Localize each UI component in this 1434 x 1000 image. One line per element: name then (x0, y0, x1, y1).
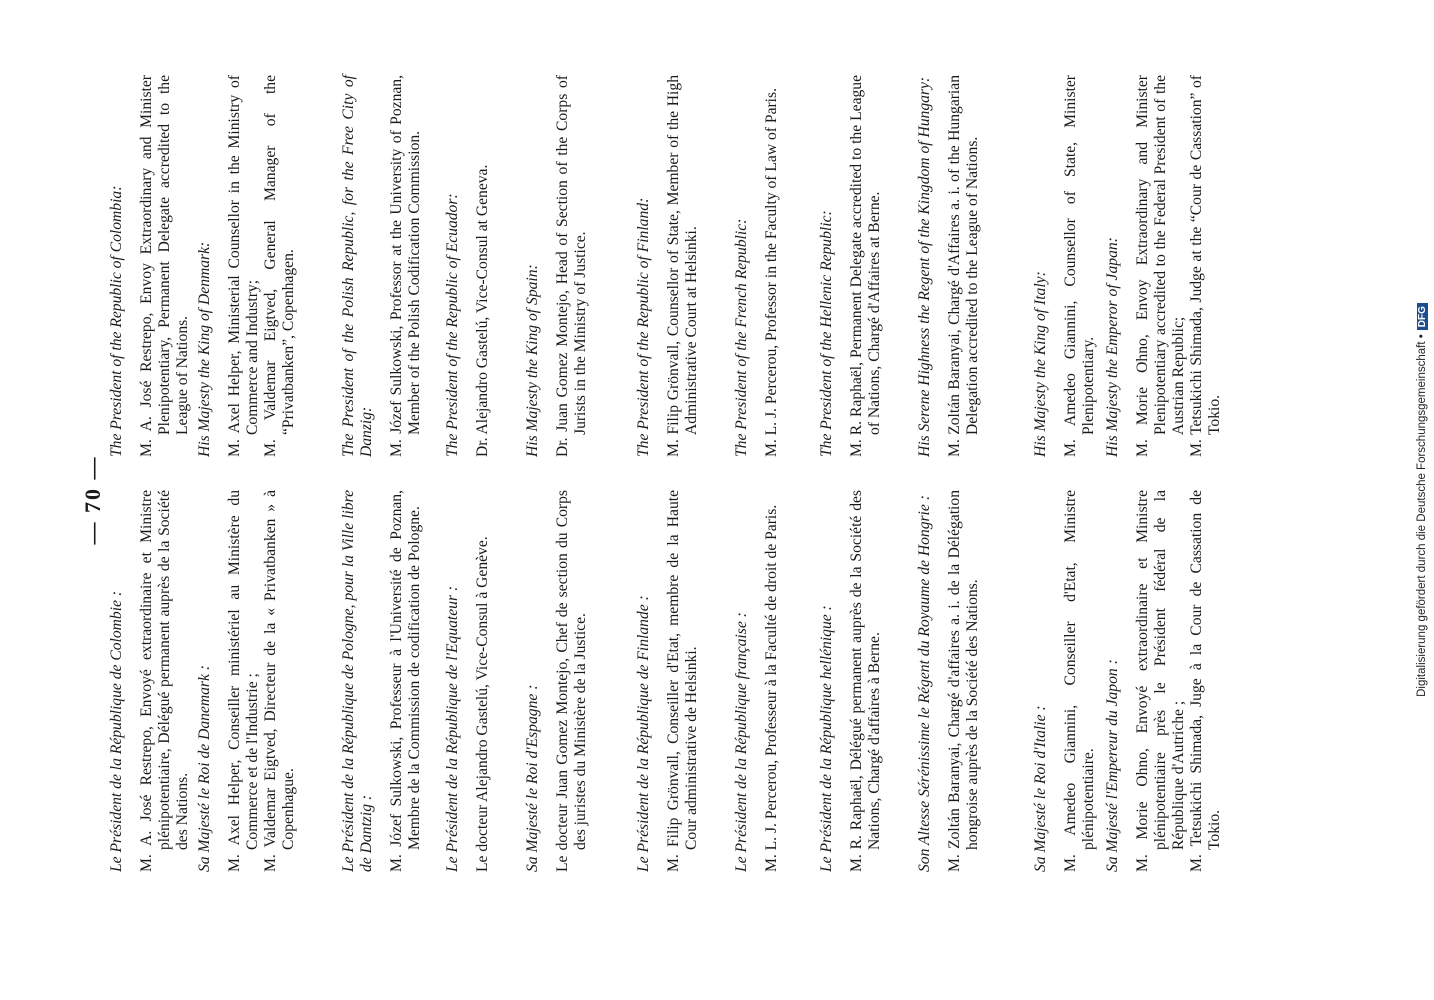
english-section (108, 75, 192, 457)
delegate-entry: M. Valdemar Eigtved, General Manager of the “Privatbanken”, Copenhagen. (262, 75, 297, 457)
english-section (733, 75, 781, 457)
french-section (340, 490, 424, 872)
english-section (635, 75, 701, 457)
delegate-entry: M. A. José Restrepo, Envoyé extraordinaire et Ministre plénipotentiaire, Délégué permanent auprès de la Société des Nations. (138, 490, 191, 872)
delegate-entry: M. R. Raphaël, Délégué permanent auprès de la Société des Nations, Chargé d'affaires à Berne. (848, 490, 883, 872)
english-section (196, 75, 298, 457)
sovereign-heading: The President of the French Republic: (733, 218, 750, 457)
english-section (1104, 75, 1224, 457)
sovereign-heading: Le Président de la République de l'Equateur : (444, 585, 461, 872)
sovereign-heading: The President of the Republic of Colombia: (108, 185, 125, 457)
delegate-entry: M. A. José Restrepo, Envoy Extraordinary and Minister Plenipotentiary, Permanent Delegate accredited to the League of Nations. (138, 75, 191, 457)
delegate-entry: M. Filip Grönvall, Counsellor of State, Member of the High Administrative Court at Helsinki. (665, 75, 700, 457)
delegate-entry: M. Tetsukichi Shimada, Juge à la Cour de Cassation de Tokio. (1188, 490, 1223, 872)
english-section (818, 75, 884, 457)
french-section (916, 490, 982, 872)
delegate-entry: M. Morie Ohno, Envoy Extraordinary and Minister Plenipotentiary accredited to the Federal President of the Austrian Republic; (1134, 75, 1187, 457)
delegate-entry: M. Morie Ohno, Envoyé extraordinaire et Ministre plénipotentiaire près le Président fédéral de la République d'Autriche ; (1134, 490, 1187, 872)
english-section (524, 75, 590, 457)
page-number: — 70 — (80, 455, 105, 545)
sovereign-heading: His Majesty the King of Denmark: (196, 241, 213, 457)
sovereign-heading: Le Président de la République de Finlande : (635, 595, 652, 872)
sovereign-heading: His Serene Highness the Regent of the Kingdom of Hungary: (916, 76, 933, 457)
sovereign-heading: The President of the Republic of Ecuador: (444, 193, 461, 457)
delegate-entry: M. Amedeo Giannini, Conseiller d'Etat, Ministre plénipotentiaire. (1062, 490, 1097, 872)
delegate-entry: M. Zoltán Baranyai, Chargé d'affaires a. i. de la Délégation hongroise auprès de la Société des Nations. (946, 490, 981, 872)
sovereign-heading: Le Président de la République de Pologne, pour la Ville libre de Dantzig : (340, 490, 375, 872)
delegate-entry: Dr. Juan Gomez Montejo, Head of Section of the Corps of Jurists in the Ministry of Justice. (554, 75, 589, 457)
delegate-entry: M. Józef Sulkowski, Professeur à l'Université de Poznan, Membre de la Commission de codification de Pologne. (388, 490, 423, 872)
sovereign-heading: Sa Majesté le Roi de Danemark : (196, 665, 213, 872)
french-section (635, 490, 701, 872)
french-section (1032, 490, 1098, 872)
delegate-entry: M. Zoltán Baranyai, Chargé d'Affaires a. i. of the Hungarian Delegation accredited to the League of Nations. (946, 75, 981, 457)
french-section (196, 490, 298, 872)
digitization-notice (1416, 0, 1428, 1000)
english-section (916, 75, 982, 457)
sovereign-heading: Le Président de la République de Colombie : (108, 590, 125, 872)
sovereign-heading: Sa Majesté le Roi d'Italie : (1032, 705, 1049, 872)
sovereign-heading: The President of the Polish Republic, for the Free City of Danzig: (340, 75, 375, 457)
delegate-entry: M. Tetsukichi Shimada, Judge at the “Cour de Cassation” of Tokio. (1188, 75, 1223, 457)
sovereign-heading: His Majesty the Emperor of Japan: (1104, 237, 1121, 457)
delegate-entry: M. Axel Helper, Ministerial Counsellor in the Ministry of Commerce and Industry; (226, 75, 261, 457)
digitization-text: Digitalisierung gefördert durch die Deutsche Forschungsgemeinschaft • (1416, 334, 1428, 697)
sovereign-heading: Sa Majesté le Roi d'Espagne : (524, 684, 541, 872)
sovereign-heading: Le Président de la République hellénique : (818, 605, 835, 872)
dfg-logo: DFG (1417, 303, 1428, 330)
delegate-entry: M. L. J. Percerou, Professor in the Faculty of Law of Paris. (763, 88, 780, 457)
sovereign-heading: The President of the Republic of Finland: (635, 197, 652, 457)
sovereign-heading: The President of the Hellenic Republic: (818, 210, 835, 457)
french-section (524, 490, 590, 872)
sovereign-heading: Sa Majesté l'Empereur du Japon : (1104, 659, 1121, 872)
delegate-entry: Le docteur Alejandro Gastelú, Vice-Consul à Genève. (474, 536, 491, 872)
french-section (108, 490, 192, 872)
delegate-entry: M. L. J. Percerou, Professeur à la Faculté de droit de Paris. (763, 504, 780, 872)
french-section (444, 490, 492, 872)
delegate-entry: M. R. Raphaël, Permanent Delegate accredited to the League of Nations, Chargé d'Affaires at Berne. (848, 75, 883, 457)
sovereign-heading: His Majesty the King of Italy: (1032, 271, 1049, 457)
french-section (733, 490, 781, 872)
delegate-entry: M. Amedeo Giannini, Counsellor of State, Minister Plenipotentiary. (1062, 75, 1097, 457)
english-section (444, 75, 492, 457)
delegate-entry: M. Józef Sulkowski, Professor at the University of Poznan, Member of the Polish Codification Commission. (388, 75, 423, 457)
french-section (818, 490, 884, 872)
delegate-entry: Le docteur Juan Gomez Montejo, Chef de section du Corps des juristes du Ministère de la Justice. (554, 490, 589, 872)
sovereign-heading: Son Altesse Sérénissime le Régent du Royaume de Hongrie : (916, 495, 933, 872)
english-section (340, 75, 424, 457)
delegate-entry: M. Valdemar Eigtved, Directeur de la « Privatbanken » à Copenhague. (262, 490, 297, 872)
french-section (1104, 490, 1224, 872)
english-section (1032, 75, 1098, 457)
sovereign-heading: Le Président de la République française : (733, 612, 750, 872)
delegate-entry: M. Axel Helper, Conseiller ministériel au Ministère du Commerce et de l'Industrie ; (226, 490, 261, 872)
sovereign-heading: His Majesty the King of Spain: (524, 264, 541, 457)
delegate-entry: Dr. Alejandro Gastelú, Vice-Consul at Geneva. (474, 164, 491, 457)
delegate-entry: M. Filip Grönvall, Conseiller d'Etat, membre de la Haute Cour administrative de Helsinki. (665, 490, 700, 872)
